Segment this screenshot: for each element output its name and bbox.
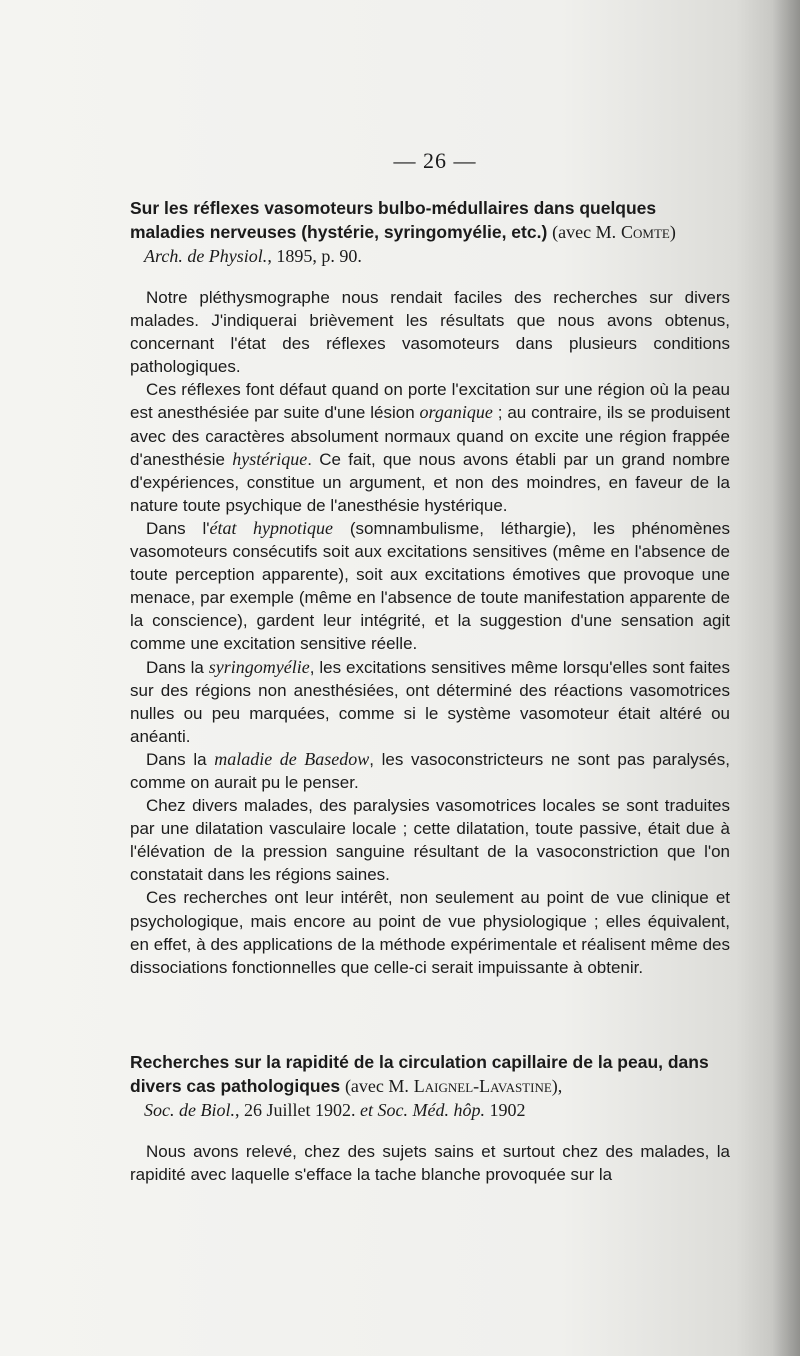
entry-2-source-et: et Soc. Méd. hôp.: [359, 1100, 485, 1120]
paragraph-italic: état hypnotique: [209, 517, 334, 538]
paragraph: [130, 886, 730, 978]
paragraph-text: Chez divers malades, des paralysies vasomotrices locales se sont traduites par une dilatation vasculaire locale ; cette dilatation, toute passive, était due à l'élévation de la pression sanguine résultant de la vasoconstriction que l'on constatait dans les régions saines.: [130, 796, 730, 885]
entry-1-title-bold: Sur les réflexes vasomoteurs bulbo-médullaires dans quelques maladies nerveuses (hystérie, syringomyélie, etc.): [130, 198, 657, 242]
entry-1-source: [144, 244, 730, 268]
entry-1-body: [130, 286, 730, 979]
paragraph-text: Dans l': [146, 518, 210, 538]
entry-2: [130, 1050, 730, 1186]
entry-2-source-journal: Soc. de Biol.: [144, 1100, 235, 1120]
paragraph: [130, 286, 730, 378]
paragraph-italic: maladie de Basedow: [214, 748, 370, 769]
entry-2-source-ref: 1902: [484, 1100, 526, 1120]
paragraph: [130, 656, 730, 748]
paragraph-text: Dans la: [146, 657, 209, 677]
paragraph: [130, 1140, 730, 1186]
page-number: — 26 —: [393, 148, 477, 173]
paragraph-italic: syringomyélie: [208, 656, 310, 677]
paragraph-italic: hystérique: [232, 448, 308, 469]
paragraph: [130, 517, 730, 656]
paragraph: [130, 378, 730, 517]
entry-1-source-journal: Arch. de Physiol.: [144, 246, 268, 266]
entry-2-source-mid: , 26 Juillet 1902.: [234, 1100, 360, 1120]
entry-1-title: [130, 196, 730, 244]
paragraph-text: Dans la: [146, 749, 215, 769]
paragraph-text: Nous avons relevé, chez des sujets sains et surtout chez des malades, la rapidité avec laquelle s'efface la tache blanche provoquée sur la: [130, 1142, 730, 1185]
entry-2-title-bold: Recherches sur la rapidité de la circulation capillaire de la peau, dans divers cas pathologiques: [130, 1052, 709, 1096]
entry-1-source-ref: , 1895, p. 90.: [267, 246, 362, 266]
entry-1: [130, 196, 730, 979]
paragraph-text: Ces réflexes font défaut quand on porte l'excitation sur une région où la peau est anesthésiée par suite d'une lésion: [130, 380, 730, 423]
paragraph-text: Notre pléthysmographe nous rendait faciles des recherches sur divers malades. J'indiquerai brièvement les résultats que nous avons obtenus, concernant l'état des réflexes vasomoteurs dans plusieurs conditions pathologiques.: [130, 288, 730, 377]
page-edge-shadow: [772, 0, 800, 1356]
paragraph-text: ; au contraire, ils se produisent avec des caractères absolument normaux quand on excite une région frappée d'anesthésie: [130, 403, 730, 469]
entry-2-source: [144, 1098, 730, 1122]
paragraph-text: (somnambulisme, léthargie), les phénomènes vasomoteurs consécutifs soit aux excitations sensitives (même en l'absence de toute perception apparente), soit aux excitations émotives que provoque une menace, par exemple (même en l'absence de toute manifestation apparente de la conscience), gardent leur intégrité, et la suggestion d'une sensation agit comme une excitation sensitive réelle.: [130, 518, 730, 654]
paragraph: [130, 794, 730, 886]
entry-2-title: [130, 1050, 730, 1098]
entry-2-title-author: Laignel-Lavastine),: [413, 1076, 563, 1096]
entry-2-title-with: (avec M.: [344, 1076, 409, 1096]
entry-1-title-with: (avec M.: [552, 222, 617, 242]
paragraph-text: , les excitations sensitives même lorsqu'elles sont faites sur des régions non anesthésiées, ont déterminé des réactions vasomotrices nulles ou peu marquées, comme si le système vasomoteur était altéré ou anéanti.: [130, 657, 731, 746]
paragraph: [130, 748, 730, 794]
paragraph-text: . Ce fait, que nous avons établi par un grand nombre d'expériences, constitue un argument, et non des moindres, en faveur de la nature toute psychique de l'anesthésie hystérique.: [130, 449, 731, 515]
paragraph-text: Ces recherches ont leur intérêt, non seulement au point de vue clinique et psychologique, mais encore au point de vue physiologique ; elles équivalent, en effet, à des applications de la méthode expérimentale et réalisent même des dissociations fonctionnelles que celle-ci serait impuissante à obtenir.: [130, 888, 730, 977]
paragraph-italic: organique: [419, 402, 493, 423]
paragraph-text: , les vasoconstricteurs ne sont pas paralysés, comme on aurait pu le penser.: [130, 749, 730, 792]
entry-1-title-author: Comte): [621, 222, 676, 242]
